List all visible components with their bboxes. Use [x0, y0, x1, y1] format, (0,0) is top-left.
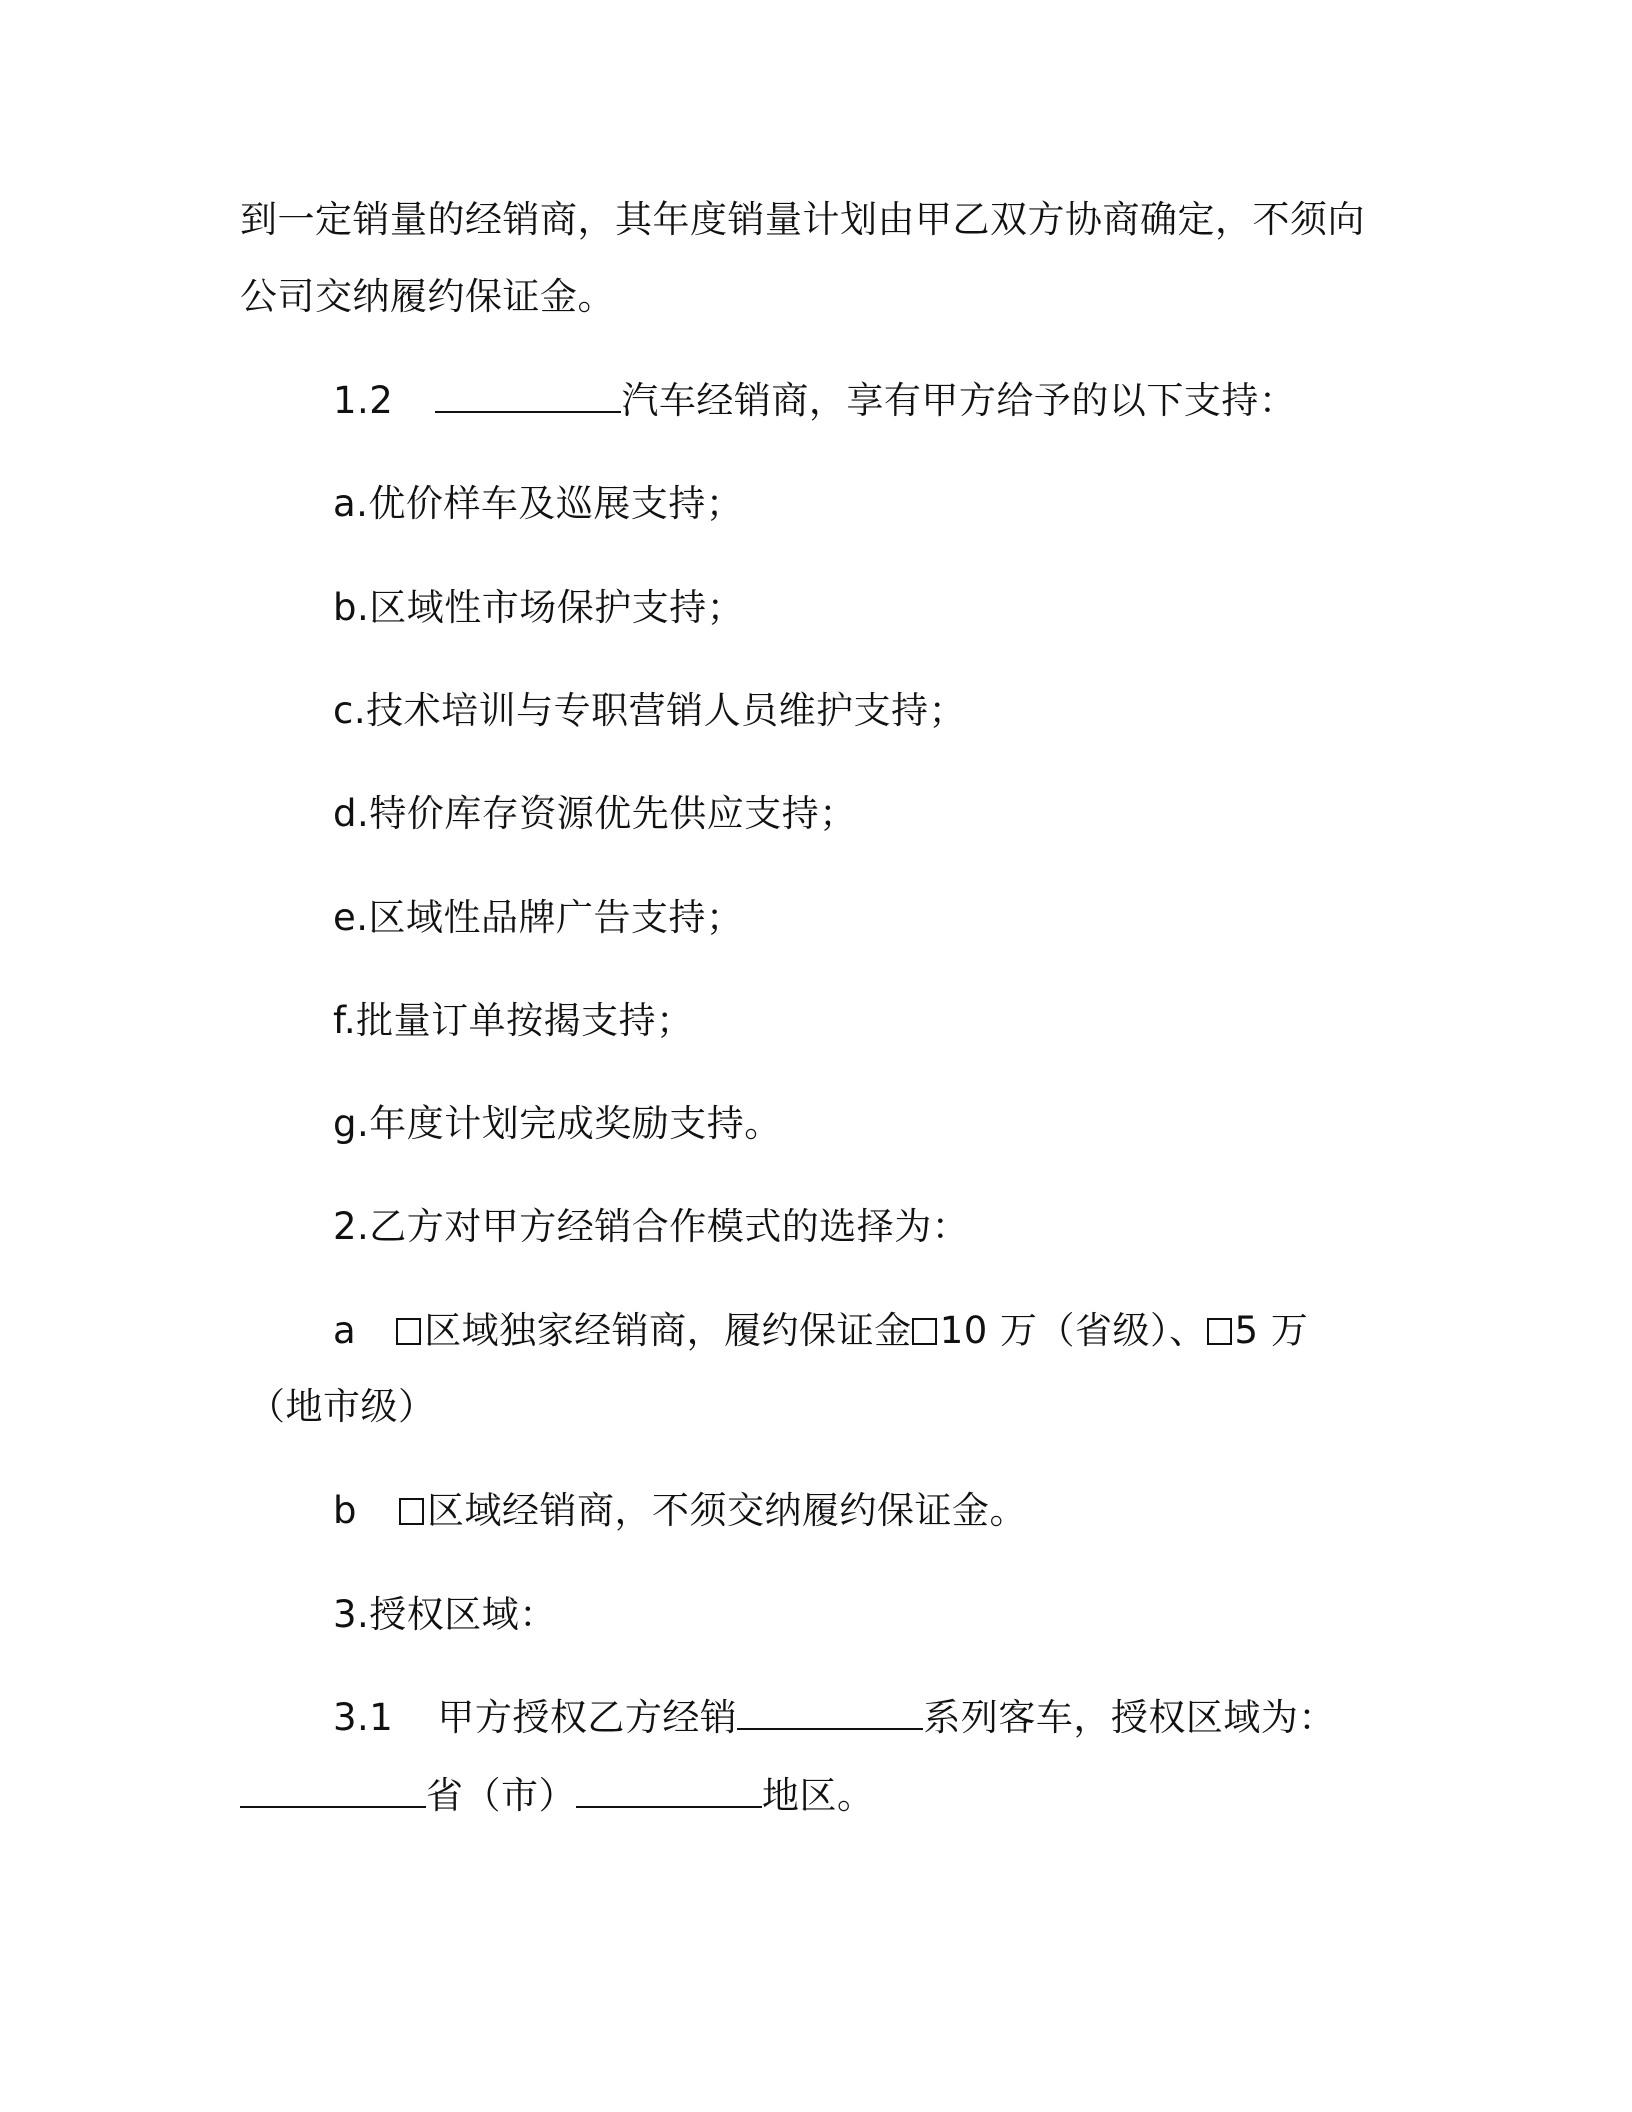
option-b	[333, 1485, 1027, 1537]
support-item-f: f.批量订单按揭支持；	[333, 999, 694, 1042]
clause-3-1-line-2	[240, 1770, 875, 1822]
clause-3-1-number: 3.1	[333, 1696, 394, 1739]
support-item-c: c.技术培训与专职营销人员维护支持；	[333, 689, 967, 732]
clause-3-1-text-1: 甲方授权乙方经销	[437, 1696, 738, 1739]
option-b-letter: b	[333, 1489, 357, 1532]
clause-2-heading: 2.乙方对甲方经销合作模式的选择为：	[333, 1205, 970, 1248]
clause-1-2	[333, 375, 1296, 427]
clause-3-1	[333, 1692, 1336, 1744]
deposit-5w-checkbox[interactable]	[1207, 1318, 1232, 1345]
clause-3-heading: 3.授权区域：	[333, 1593, 557, 1636]
dealer-name-blank	[435, 375, 621, 413]
option-b-text: 区域经销商，不须交纳履约保证金。	[427, 1489, 1027, 1532]
clause-3-1-text-2: 系列客车，授权区域为：	[923, 1696, 1336, 1739]
intro-line-2: 公司交纳履约保证金。	[240, 275, 615, 318]
option-a-text-1: 区域独家经销商，履约保证金	[424, 1309, 912, 1352]
intro-line-1: 到一定销量的经销商，其年度销量计划由甲乙双方协商确定，不须向	[240, 198, 1365, 241]
option-a-text-2: 10 万（省级）、	[939, 1309, 1207, 1352]
series-blank	[737, 1692, 923, 1730]
option-a-letter: a	[333, 1309, 357, 1352]
support-item-a: a.优价样车及巡展支持；	[333, 482, 744, 525]
option-b-checkbox[interactable]	[399, 1498, 424, 1525]
option-a-text-3: 5 万	[1234, 1309, 1309, 1352]
option-a-continued: （地市级）	[248, 1385, 436, 1428]
region-blank	[576, 1770, 762, 1808]
clause-1-2-text: 汽车经销商，享有甲方给予的以下支持：	[621, 379, 1297, 422]
option-a	[333, 1305, 1308, 1357]
clause-3-1-region-text: 地区。	[762, 1774, 875, 1817]
support-item-g: g.年度计划完成奖励支持。	[333, 1102, 782, 1145]
support-item-d: d.特价库存资源优先供应支持；	[333, 792, 857, 835]
deposit-10w-checkbox[interactable]	[912, 1318, 937, 1345]
option-a-checkbox[interactable]	[396, 1318, 421, 1345]
province-blank	[240, 1770, 426, 1808]
clause-3-1-province-text: 省（市）	[426, 1774, 576, 1817]
clause-1-2-number: 1.2	[333, 379, 394, 422]
support-item-b: b.区域性市场保护支持；	[333, 586, 745, 629]
support-item-e: e.区域性品牌广告支持；	[333, 896, 744, 939]
